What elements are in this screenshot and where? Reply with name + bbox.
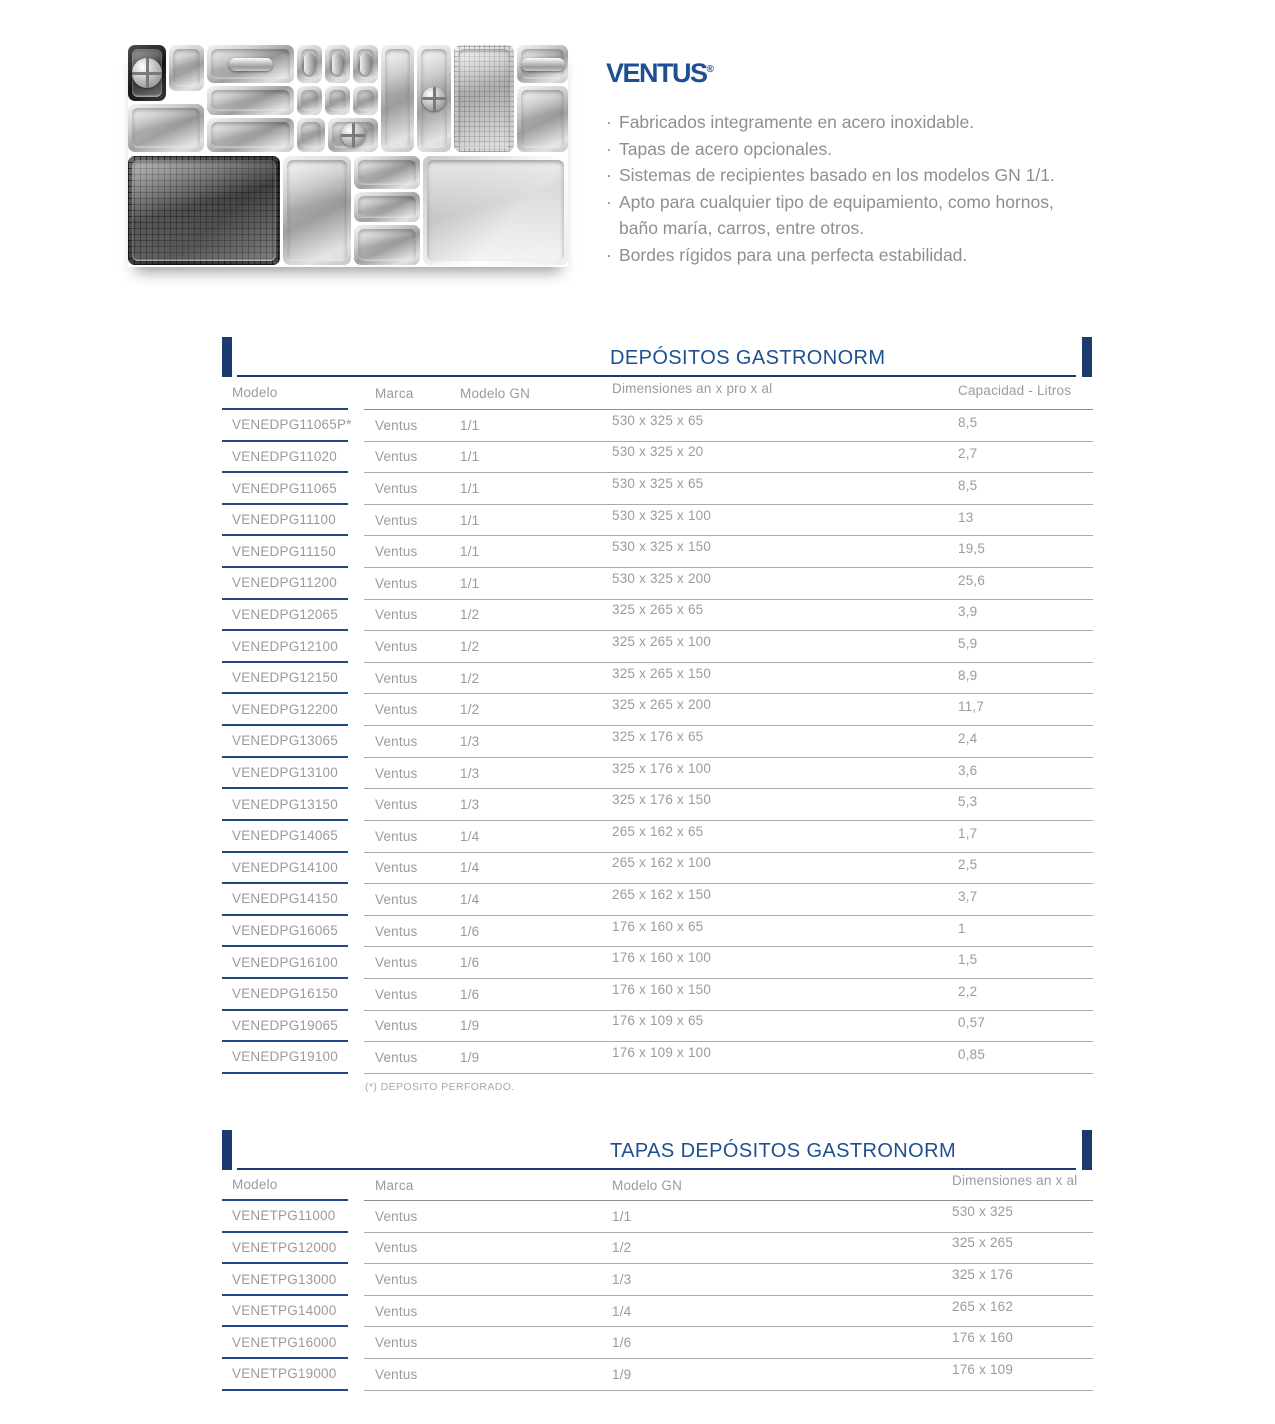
capacity-cell: 8,9 <box>958 667 978 683</box>
brand-cell: Ventus <box>375 639 418 655</box>
bar-handle-icon <box>229 58 273 71</box>
table-row <box>222 694 1093 726</box>
gn-model-cell: 1/9 <box>460 1018 480 1034</box>
capacity-cell: 2,2 <box>958 983 978 999</box>
header-accent-bar-right <box>1082 337 1092 377</box>
table-row <box>222 536 1093 568</box>
table-row <box>222 1011 1093 1043</box>
pan-graphic <box>207 45 294 83</box>
table-header <box>222 1130 1093 1170</box>
feature-item <box>606 136 1088 163</box>
capacity-cell: 5,9 <box>958 636 978 652</box>
table-row <box>222 600 1093 632</box>
model-code-cell: VENEDPG19100 <box>222 1042 348 1074</box>
pan-graphic <box>297 118 325 152</box>
gn-model-cell: 1/6 <box>612 1335 632 1351</box>
bullet-icon: · <box>606 112 612 132</box>
pan-graphic <box>128 156 280 265</box>
table-header <box>222 337 1093 377</box>
capacity-cell: 0,57 <box>958 1015 986 1031</box>
pan-graphic <box>517 86 568 152</box>
column-header-marca: Marca <box>375 385 414 401</box>
brand-name: VENTUS <box>606 58 707 88</box>
dimensions-cell: 176 x 160 x 100 <box>612 950 712 966</box>
gn-model-cell: 1/6 <box>460 986 480 1002</box>
dimensions-cell: 325 x 176 x 150 <box>612 792 712 808</box>
feature-list <box>606 109 1088 268</box>
dimensions-cell: 325 x 265 x 150 <box>612 665 712 681</box>
dimensions-cell: 176 x 160 <box>952 1330 1014 1346</box>
column-header-dimensiones: Dimensiones an x al <box>952 1172 1078 1188</box>
dimensions-cell: 176 x 109 <box>952 1361 1014 1377</box>
gn-model-cell: 1/4 <box>460 828 480 844</box>
feature-item <box>606 242 1088 269</box>
pan-graphic <box>354 192 420 222</box>
table-row <box>222 442 1093 474</box>
dimensions-cell: 325 x 265 x 100 <box>612 634 712 650</box>
dimensions-cell: 176 x 109 x 100 <box>612 1044 712 1060</box>
dimensions-cell: 530 x 325 x 150 <box>612 539 712 555</box>
pan-graphic <box>328 118 378 152</box>
brand-cell: Ventus <box>375 797 418 813</box>
feature-text: Tapas de acero opcionales. <box>619 138 833 159</box>
table-row <box>222 1201 1093 1233</box>
model-code-cell: VENEDPG12150 <box>222 663 348 695</box>
brand-cell: Ventus <box>375 955 418 971</box>
table-row <box>222 821 1093 853</box>
dimensions-cell: 325 x 176 x 100 <box>612 760 712 776</box>
brand-cell: Ventus <box>375 512 418 528</box>
gn-model-cell: 1/1 <box>612 1208 632 1224</box>
model-code-cell: VENEDPG12065 <box>222 600 348 632</box>
feature-item <box>606 189 1088 242</box>
capacity-cell: 25,6 <box>958 572 986 588</box>
brand-cell: Ventus <box>375 733 418 749</box>
gn-model-cell: 1/9 <box>612 1366 632 1382</box>
brand-cell: Ventus <box>375 891 418 907</box>
dimensions-cell: 530 x 325 x 100 <box>612 507 712 523</box>
gn-model-cell: 1/2 <box>460 639 480 655</box>
brand-cell: Ventus <box>375 1303 418 1319</box>
pan-graphic <box>325 45 350 83</box>
pan-graphic <box>207 86 294 115</box>
model-code-cell: VENEDPG11200 <box>222 568 348 600</box>
model-code-cell: VENEDPG16065 <box>222 916 348 948</box>
table-row <box>222 1264 1093 1296</box>
capacity-cell: 13 <box>958 509 974 525</box>
brand-cell: Ventus <box>375 1335 418 1351</box>
pan-graphic <box>381 45 414 152</box>
dimensions-cell: 176 x 160 x 65 <box>612 918 704 934</box>
gn-model-cell: 1/6 <box>460 923 480 939</box>
feature-text: Fabricados integramente en acero inoxidable. <box>619 112 975 132</box>
dimensions-cell: 325 x 265 x 65 <box>612 602 704 618</box>
dimensions-cell: 530 x 325 x 20 <box>612 444 704 460</box>
pill-handle-icon <box>304 53 315 75</box>
gn-model-cell: 1/2 <box>612 1240 632 1256</box>
model-code-cell: VENEDPG12200 <box>222 694 348 726</box>
pan-graphic <box>207 118 294 152</box>
dimensions-cell: 176 x 160 x 150 <box>612 981 712 997</box>
pan-graphic <box>517 45 568 83</box>
pan-graphic <box>354 225 420 265</box>
header-accent-bar-left <box>222 1130 232 1170</box>
table-row <box>222 979 1093 1011</box>
table-title: DEPÓSITOS GASTRONORM <box>610 347 886 369</box>
capacity-cell: 8,5 <box>958 414 978 430</box>
table-row <box>222 1042 1093 1074</box>
capacity-cell: 19,5 <box>958 541 986 557</box>
table-body <box>222 410 1093 1074</box>
capacity-cell: 0,85 <box>958 1046 986 1062</box>
feature-text: Sistemas de recipientes basado en los modelos GN 1/1. <box>619 165 1055 185</box>
model-code-cell: VENEDPG11100 <box>222 505 348 537</box>
table-row <box>222 947 1093 979</box>
model-code-cell: VENEDPG13150 <box>222 789 348 821</box>
table-row <box>222 1327 1093 1359</box>
capacity-cell: 1,7 <box>958 825 978 841</box>
dimensions-cell: 530 x 325 x 65 <box>612 412 704 428</box>
column-header-modelo: Modelo <box>222 377 348 410</box>
pan-graphic <box>297 86 322 115</box>
brand-cell: Ventus <box>375 670 418 686</box>
feature-text: Bordes rígidos para una perfecta estabilidad. <box>619 244 968 265</box>
header-accent-bar-left <box>222 337 232 377</box>
cross-handle-icon <box>341 123 365 147</box>
pill-handle-icon <box>332 53 343 75</box>
gn-model-cell: 1/4 <box>612 1303 632 1319</box>
capacity-cell: 2,7 <box>958 446 978 462</box>
table-column-headers <box>222 377 1093 410</box>
capacity-cell: 2,4 <box>958 730 978 746</box>
brand-cell: Ventus <box>375 607 418 623</box>
table-body <box>222 1201 1093 1391</box>
gn-model-cell: 1/3 <box>460 797 480 813</box>
gn-model-cell: 1/1 <box>460 449 480 465</box>
brand-cell: Ventus <box>375 1049 418 1065</box>
brand-cell: Ventus <box>375 575 418 591</box>
capacity-cell: 5,3 <box>958 794 978 810</box>
table-row <box>222 916 1093 948</box>
gn-model-cell: 1/3 <box>460 765 480 781</box>
table-row <box>222 1359 1093 1391</box>
dimensions-cell: 265 x 162 <box>952 1298 1014 1314</box>
table-row <box>222 410 1093 442</box>
table-row <box>222 853 1093 885</box>
pan-graphic <box>128 45 166 101</box>
gn-model-cell: 1/1 <box>460 544 480 560</box>
gn-model-cell: 1/1 <box>460 481 480 497</box>
column-header-modelo-gn: Modelo GN <box>612 1177 683 1193</box>
gn-model-cell: 1/6 <box>460 955 480 971</box>
dimensions-cell: 530 x 325 <box>952 1203 1014 1219</box>
pan-graphic <box>128 104 204 152</box>
capacity-cell: 3,9 <box>958 604 978 620</box>
brand-cell: Ventus <box>375 828 418 844</box>
pan-graphic <box>353 45 378 83</box>
header-accent-bar-right <box>1082 1130 1092 1170</box>
model-code-cell: VENETPG16000 <box>222 1327 348 1359</box>
dimensions-cell: 325 x 265 <box>952 1235 1014 1251</box>
brand-cell: Ventus <box>375 860 418 876</box>
table-row <box>222 1296 1093 1328</box>
bullet-icon: · <box>606 165 612 185</box>
model-code-cell: VENEDPG11065P* <box>222 410 348 442</box>
pan-graphic <box>354 156 420 189</box>
model-code-cell: VENEDPG16150 <box>222 979 348 1011</box>
capacity-cell: 8,5 <box>958 478 978 494</box>
model-code-cell: VENEDPG16100 <box>222 947 348 979</box>
dimensions-cell: 176 x 109 x 65 <box>612 1013 704 1029</box>
pan-graphic <box>283 156 351 265</box>
model-code-cell: VENEDPG14150 <box>222 884 348 916</box>
dimensions-cell: 530 x 325 x 65 <box>612 476 704 492</box>
feature-item <box>606 162 1088 189</box>
bullet-icon: · <box>606 138 612 159</box>
model-code-cell: VENEDPG11150 <box>222 536 348 568</box>
pan-graphic <box>325 86 350 115</box>
bullet-icon: · <box>606 244 612 265</box>
model-code-cell: VENEDPG13065 <box>222 726 348 758</box>
pan-graphic <box>297 45 322 83</box>
brand-cell: Ventus <box>375 449 418 465</box>
column-header-marca: Marca <box>375 1177 414 1193</box>
brand-cell: Ventus <box>375 702 418 718</box>
table-row <box>222 505 1093 537</box>
table-column-headers <box>222 1170 1093 1201</box>
gn-model-cell: 1/4 <box>460 860 480 876</box>
table-row <box>222 568 1093 600</box>
table-footnote: (*) DEPOSITO PERFORADO. <box>365 1080 515 1093</box>
table-row <box>222 631 1093 663</box>
brand-cell: Ventus <box>375 544 418 560</box>
tapas-table-section <box>222 1130 1093 1391</box>
bar-handle-icon <box>521 58 565 71</box>
capacity-cell: 3,7 <box>958 888 978 904</box>
table-row <box>222 663 1093 695</box>
bullet-icon: · <box>606 191 612 212</box>
dimensions-cell: 265 x 162 x 65 <box>612 823 704 839</box>
depositos-table-section <box>222 337 1093 1093</box>
brand-cell: Ventus <box>375 765 418 781</box>
capacity-cell: 3,6 <box>958 762 978 778</box>
cross-handle-icon <box>422 87 446 111</box>
brand-cell: Ventus <box>375 1208 418 1224</box>
model-code-cell: VENEDPG12100 <box>222 631 348 663</box>
capacity-cell: 1,5 <box>958 952 978 968</box>
column-header-modelo: Modelo <box>222 1170 348 1201</box>
brand-cell: Ventus <box>375 1018 418 1034</box>
feature-text: Apto para cualquier tipo de equipamiento, como hornos, baño maría, carros, entre otros. <box>619 191 1054 238</box>
pan-graphic <box>454 45 514 152</box>
model-code-cell: VENETPG13000 <box>222 1264 348 1296</box>
model-code-cell: VENETPG11000 <box>222 1201 348 1233</box>
model-code-cell: VENEDPG11020 <box>222 442 348 474</box>
registered-mark: ® <box>706 64 714 75</box>
gn-model-cell: 1/3 <box>612 1272 632 1288</box>
gn-model-cell: 1/3 <box>460 733 480 749</box>
model-code-cell: VENEDPG14065 <box>222 821 348 853</box>
pan-graphic <box>417 45 451 152</box>
brand-cell: Ventus <box>375 1366 418 1382</box>
brand-cell: Ventus <box>375 923 418 939</box>
model-code-cell: VENETPG19000 <box>222 1359 348 1391</box>
dimensions-cell: 325 x 176 x 65 <box>612 728 704 744</box>
pill-handle-icon <box>360 53 371 75</box>
model-code-cell: VENEDPG11065 <box>222 473 348 505</box>
gn-model-cell: 1/2 <box>460 607 480 623</box>
pan-graphic <box>423 156 568 265</box>
brand-cell: Ventus <box>375 481 418 497</box>
table-row <box>222 758 1093 790</box>
dimensions-cell: 265 x 162 x 150 <box>612 886 712 902</box>
pan-graphic <box>169 45 204 91</box>
intro-block <box>606 58 1088 268</box>
gn-model-cell: 1/2 <box>460 670 480 686</box>
gn-model-cell: 1/4 <box>460 891 480 907</box>
brand-cell: Ventus <box>375 1240 418 1256</box>
brand-cell: Ventus <box>375 417 418 433</box>
feature-item <box>606 109 1088 136</box>
table-row <box>222 726 1093 758</box>
table-row <box>222 884 1093 916</box>
gn-model-cell: 1/1 <box>460 417 480 433</box>
gn-model-cell: 1/1 <box>460 512 480 528</box>
gn-model-cell: 1/9 <box>460 1049 480 1065</box>
gn-model-cell: 1/1 <box>460 575 480 591</box>
header-rule <box>237 1168 1076 1170</box>
brand-cell: Ventus <box>375 1272 418 1288</box>
capacity-cell: 1 <box>958 920 966 936</box>
capacity-cell: 2,5 <box>958 857 978 873</box>
model-code-cell: VENEDPG19065 <box>222 1011 348 1043</box>
dimensions-cell: 325 x 265 x 200 <box>612 697 712 713</box>
header-rule <box>237 375 1076 377</box>
pan-graphic <box>353 86 378 115</box>
model-code-cell: VENEDPG13100 <box>222 758 348 790</box>
dimensions-cell: 265 x 162 x 100 <box>612 855 712 871</box>
model-code-cell: VENETPG14000 <box>222 1296 348 1328</box>
model-code-cell: VENEDPG14100 <box>222 853 348 885</box>
dimensions-cell: 325 x 176 <box>952 1267 1014 1283</box>
product-collage-image <box>128 45 568 267</box>
column-header-dimensiones: Dimensiones an x pro x al <box>612 380 773 396</box>
capacity-cell: 11,7 <box>958 699 985 715</box>
cross-handle-icon <box>132 58 162 88</box>
brand-cell: Ventus <box>375 986 418 1002</box>
model-code-cell: VENETPG12000 <box>222 1233 348 1265</box>
table-row <box>222 473 1093 505</box>
table-row <box>222 789 1093 821</box>
table-row <box>222 1233 1093 1265</box>
gn-model-cell: 1/2 <box>460 702 480 718</box>
table-title: TAPAS DEPÓSITOS GASTRONORM <box>610 1140 957 1162</box>
dimensions-cell: 530 x 325 x 200 <box>612 570 712 586</box>
column-header-modelo-gn: Modelo GN <box>460 385 531 401</box>
column-header-capacidad: Capacidad - Litros <box>958 382 1072 398</box>
brand-logo <box>606 58 1088 89</box>
